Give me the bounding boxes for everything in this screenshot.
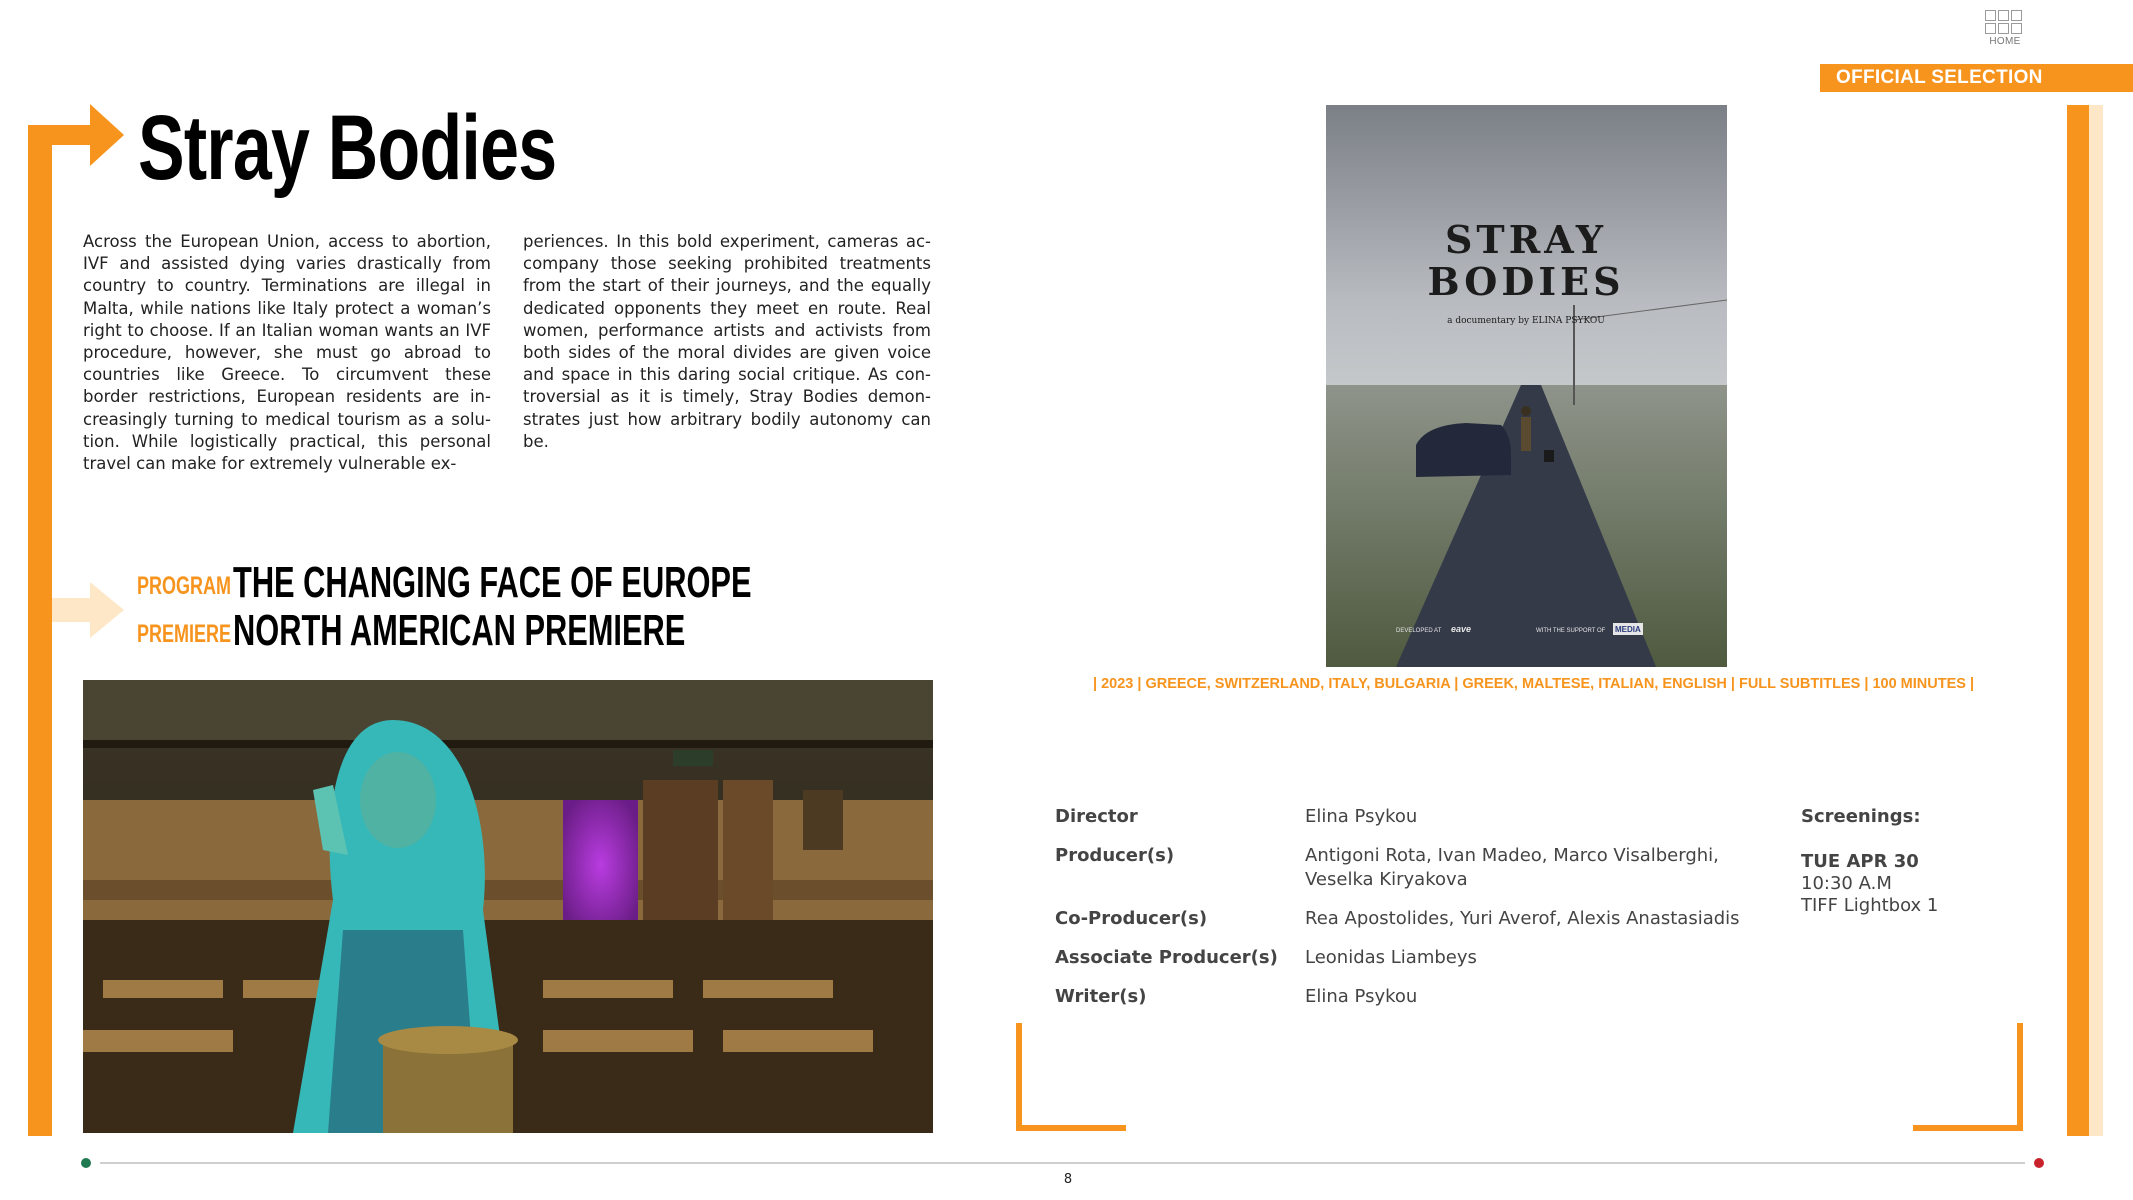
screening-venue: TIFF Lightbox 1	[1801, 895, 1939, 916]
film-poster	[1326, 105, 1727, 667]
footer-dot-left	[81, 1158, 91, 1168]
poster-title-line-1: STRAY	[1444, 217, 1608, 262]
corner-bracket-left-horizontal	[1016, 1125, 1126, 1131]
synopsis-column-2: periences. In this bold experiment, cameras accompany those seeking prohibited treatments from the start of their journeys, and the equally dedicated opponents they meet en route. Real women, performance artists and activists from both sides of the moral divides are given voice and space in this daring social critique. As controversial as it is timely, Stray Bodies demonstrates just how arbitrary bodily autonomy can be.	[523, 232, 931, 451]
associate-producer-label: Associate Producer(s)	[1055, 947, 1278, 968]
poster-title-line-2: BODIES	[1427, 259, 1625, 304]
director-label: Director	[1055, 806, 1138, 827]
faded-arrow-icon	[90, 582, 124, 638]
poster-tagline: a documentary by ELINA PSYKOU	[1447, 316, 1605, 326]
corner-bracket-right-vertical	[2017, 1023, 2023, 1131]
official-selection-badge: OFFICIAL SELECTION	[1820, 64, 2133, 92]
footer-dot-right	[2034, 1158, 2044, 1168]
producers-label: Producer(s)	[1055, 845, 1175, 866]
coproducers-label: Co-Producer(s)	[1055, 908, 1208, 929]
poster-credit-logo-2: MEDIA	[1615, 625, 1641, 634]
film-info-line: | 2023 | GREECE, SWITZERLAND, ITALY, BULGARIA | GREEK, MALTESE, ITALIAN, ENGLISH | FULL SUBTITLES | 100 MINUTES |	[1093, 676, 1974, 692]
corner-bracket-left-vertical	[1016, 1023, 1022, 1131]
poster-credit-left: DEVELOPED AT	[1396, 628, 1442, 634]
right-accent-bar	[2067, 105, 2089, 1136]
writers-value: Elina Psykou	[1305, 986, 1418, 1007]
coproducers-value: Rea Apostolides, Yuri Averof, Alexis Anastasiadis	[1305, 908, 1740, 929]
producers-value-line-1: Antigoni Rota, Ivan Madeo, Marco Visalberghi,	[1305, 845, 1719, 866]
home-grid-icon	[1985, 10, 2027, 34]
screenings-label: Screenings:	[1801, 806, 1921, 827]
program-value: THE CHANGING FACE OF EUROPE	[233, 558, 752, 607]
right-accent-bar-light	[2089, 105, 2103, 1136]
premiere-label: PREMIERE	[137, 620, 232, 648]
screening-time: 10:30 A.M	[1801, 873, 1892, 894]
writers-label: Writer(s)	[1055, 986, 1147, 1007]
director-value: Elina Psykou	[1305, 806, 1418, 827]
premiere-value: NORTH AMERICAN PREMIERE	[233, 606, 686, 655]
synopsis-column-1: Across the European Union, access to abortion, IVF and assisted dying varies drastically from country to country. Terminations are illegal in Malta, while nations like Italy protect a woman’s right to choose. If an Italian woman wants an IVF procedure, however, she must go abroad to countries like Greece. To circumvent these border restrictions, European residents are increasingly turning to medical tourism as a solution. While logistically practical, this personal travel can make for extremely vulnerable ex-	[83, 232, 491, 474]
footer-rule	[100, 1162, 2025, 1164]
film-title: Stray Bodies	[138, 97, 557, 199]
corner-bracket-right-horizontal	[1913, 1125, 2023, 1131]
poster-credit-right: WITH THE SUPPORT OF	[1536, 628, 1606, 634]
poster-credit-logo-1: eave	[1451, 624, 1472, 634]
page-number: 8	[1063, 1172, 1073, 1187]
screening-date: TUE APR 30	[1801, 851, 1919, 872]
left-bracket-bar	[28, 125, 52, 1136]
program-label: PROGRAM	[137, 572, 232, 600]
left-bracket-top	[28, 125, 96, 145]
home-label: HOME	[1989, 36, 2021, 47]
film-still-image	[83, 680, 933, 1133]
associate-producer-value: Leonidas Liambeys	[1305, 947, 1477, 968]
home-button[interactable]	[1983, 10, 2027, 52]
producers-value-line-2: Veselka Kiryakova	[1305, 869, 1468, 890]
arrow-icon	[90, 104, 124, 166]
faded-arrow-stem	[52, 598, 90, 622]
